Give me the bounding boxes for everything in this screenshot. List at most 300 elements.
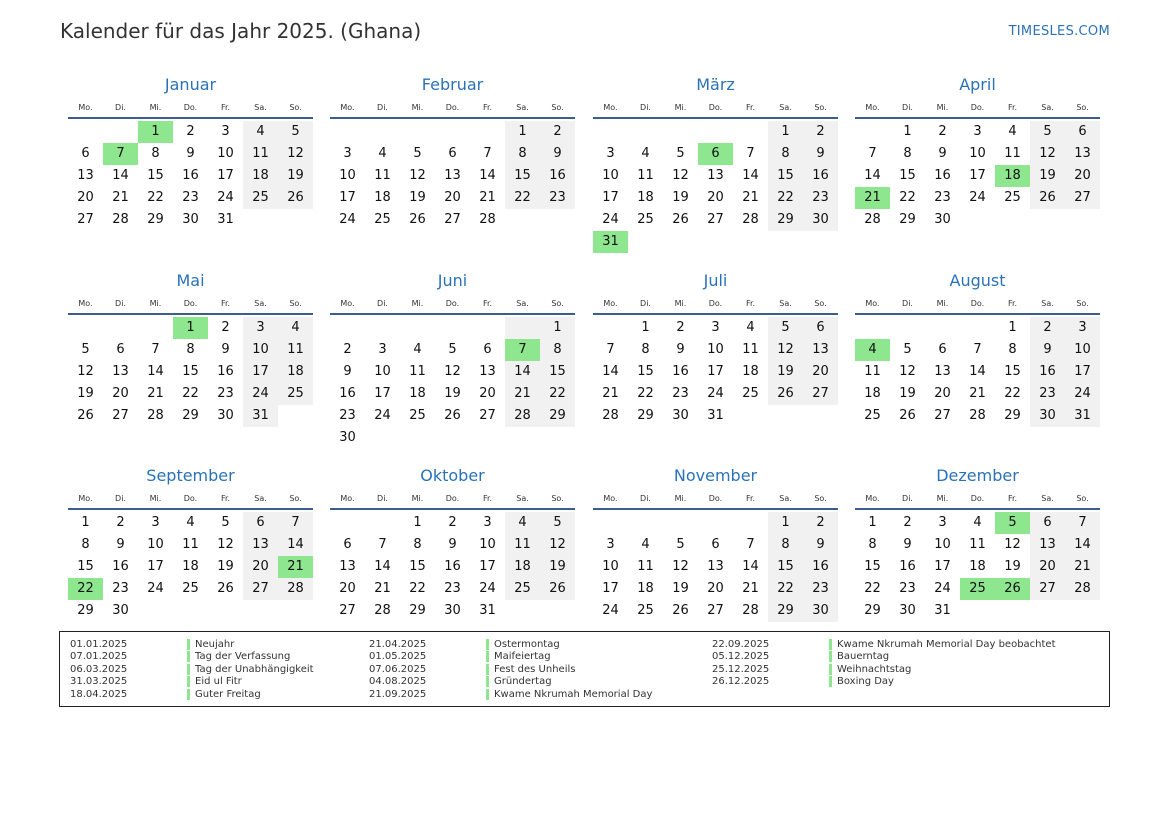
weekday-label: Do. [970,494,985,503]
day-cell: 9 [540,143,575,165]
day-cell: 4 [746,320,755,335]
day-cell: 12 [1004,537,1021,552]
day-cell: 5 [81,342,90,357]
day-cell: 25 [1004,190,1021,205]
day-cell: 28 [147,408,164,423]
day-cell: 7 [746,537,755,552]
holiday-date: 07.01.2025 [70,651,128,663]
holiday-name: Neujahr [195,638,235,650]
day-cell: 29 [182,408,199,423]
day-cell: 24 [479,581,496,596]
day-cell: 2 [221,320,230,335]
day-cell: 3 [343,146,352,161]
weekday-label: Do. [970,299,985,308]
day-cell: 11 [182,537,199,552]
day-cell: 24 [147,581,164,596]
day-cell: 12 [672,559,689,574]
day-cell: 28 [505,405,540,427]
day-cell: 20 [803,361,838,383]
day-cell: 2 [803,121,838,143]
weekday-label: Di. [115,103,126,112]
day-cell: 29 [768,209,803,231]
day-cell: 24 [934,581,951,596]
weekday-label: Di. [640,494,651,503]
day-cell: 20 [77,190,94,205]
day-cell: 21 [1065,556,1100,578]
holiday-date: 21.04.2025 [369,638,427,650]
day-cell: 12 [77,364,94,379]
day-cell: 30 [803,600,838,622]
day-cell: 28 [969,408,986,423]
day-cell: 22 [864,581,881,596]
day-empty [663,512,698,534]
day-cell: 17 [479,559,496,574]
day-empty [330,121,365,143]
day-cell: 14 [479,168,496,183]
holiday-entry [712,651,1056,664]
day-cell: 7 [973,342,982,357]
day-cell: 20 [934,386,951,401]
day-cell: 19 [899,386,916,401]
day-cell: 20 [339,581,356,596]
day-cell: 16 [934,168,951,183]
day-cell: 22 [899,190,916,205]
day-cell: 8 [151,146,160,161]
holiday-name: Maifeiertag [494,651,551,663]
holiday-date: 21.09.2025 [369,688,427,700]
holiday-entry [712,663,1056,676]
weekday-label: Mi. [936,299,949,308]
day-cell: 28 [374,603,391,618]
day-cell: 10 [602,168,619,183]
day-cell: 5 [768,317,803,339]
day-cell: 11 [1004,146,1021,161]
day-cell: 20 [1030,556,1065,578]
day-cell: 12 [444,364,461,379]
day-cell: 12 [278,143,313,165]
weekday-label: Fr. [745,103,756,112]
holiday-marker [829,651,832,662]
day-cell: 21 [479,190,496,205]
day-cell: 3 [606,146,615,161]
day-cell: 31 [1065,405,1100,427]
weekday-label: Di. [115,299,126,308]
day-cell: 7 [606,342,615,357]
month-name: Juni [437,271,468,290]
day-cell: 15 [768,556,803,578]
day-cell: 30 [112,603,129,618]
month-august [855,268,1100,427]
day-empty [698,512,733,534]
holiday-marker [486,651,489,662]
month-name: August [949,271,1006,290]
day-cell: 14 [374,559,391,574]
day-cell: 23 [899,581,916,596]
weekday-label: Fr. [745,299,756,308]
weekday-label: Fr. [220,494,231,503]
day-cell: 21 [969,386,986,401]
weekday-label: So. [551,299,564,308]
day-cell: 23 [217,386,234,401]
holiday-marker [187,664,190,675]
day-holiday: 6 [698,143,733,165]
day-cell: 13 [1065,143,1100,165]
day-cell: 19 [768,361,803,383]
weekday-label: Di. [902,494,913,503]
day-cell: 27 [112,408,129,423]
day-cell: 6 [1065,121,1100,143]
day-cell: 6 [1030,512,1065,534]
day-cell: 18 [864,386,881,401]
weekday-label: Sa. [779,494,792,503]
weekday-label: Mi. [411,103,424,112]
day-cell: 30 [339,430,356,445]
day-cell: 1 [768,512,803,534]
day-empty [593,121,628,143]
day-cell: 27 [444,212,461,227]
day-cell: 12 [672,168,689,183]
day-cell: 19 [444,386,461,401]
day-cell: 28 [602,408,619,423]
weekday-label: So. [1076,103,1089,112]
day-empty [890,317,925,339]
day-cell: 13 [243,534,278,556]
holiday-marker [187,639,190,650]
day-cell: 30 [803,209,838,231]
weekday-label: Mi. [149,494,162,503]
holiday-date: 05.12.2025 [712,651,770,663]
day-cell: 23 [1030,383,1065,405]
day-cell: 25 [505,578,540,600]
day-cell: 27 [243,578,278,600]
day-cell: 16 [112,559,129,574]
day-holiday: 7 [505,339,540,361]
day-cell: 9 [676,342,685,357]
day-cell: 25 [637,212,654,227]
day-cell: 3 [221,124,230,139]
day-grid [593,510,838,622]
month-name: Mai [176,271,205,290]
weekday-label: Mi. [674,103,687,112]
holiday-marker [187,689,190,700]
day-cell: 1 [903,124,912,139]
day-cell: 13 [934,364,951,379]
weekday-header [330,294,575,315]
day-cell: 20 [243,556,278,578]
day-holiday: 22 [68,578,103,600]
day-cell: 12 [409,168,426,183]
weekday-label: Mo. [78,299,93,308]
holiday-entry [70,676,314,689]
day-cell: 27 [803,383,838,405]
day-cell: 30 [899,603,916,618]
day-cell: 28 [112,212,129,227]
day-cell: 3 [243,317,278,339]
weekday-label: Mi. [411,299,424,308]
day-cell: 2 [343,342,352,357]
weekday-label: Mo. [865,299,880,308]
day-cell: 4 [378,146,387,161]
day-cell: 23 [934,190,951,205]
day-empty [628,121,663,143]
day-cell: 30 [182,212,199,227]
day-cell: 24 [243,383,278,405]
holiday-entry [712,638,1056,651]
day-cell: 14 [742,168,759,183]
day-cell: 8 [768,534,803,556]
day-cell: 9 [116,537,125,552]
day-cell: 9 [803,534,838,556]
day-cell: 5 [278,121,313,143]
weekday-label: Mo. [78,494,93,503]
day-cell: 10 [243,339,278,361]
day-cell: 6 [711,537,720,552]
weekday-label: Do. [445,299,460,308]
brand-link[interactable]: TIMESLES.COM [1008,24,1110,39]
weekday-label: Fr. [220,299,231,308]
day-empty [925,317,960,339]
day-cell: 5 [1030,121,1065,143]
day-cell: 20 [707,190,724,205]
weekday-label: Sa. [1041,103,1054,112]
day-cell: 29 [77,603,94,618]
day-cell: 15 [1004,364,1021,379]
day-cell: 4 [505,512,540,534]
day-cell: 19 [217,559,234,574]
day-cell: 22 [637,386,654,401]
day-cell: 15 [899,168,916,183]
day-cell: 26 [77,408,94,423]
day-cell: 17 [934,559,951,574]
day-cell: 17 [147,559,164,574]
weekday-label: Di. [377,299,388,308]
day-cell: 17 [217,168,234,183]
day-cell: 23 [444,581,461,596]
day-cell: 13 [707,559,724,574]
day-cell: 19 [409,190,426,205]
weekday-header [855,98,1100,119]
day-cell: 24 [374,408,391,423]
day-cell: 9 [903,537,912,552]
weekday-label: So. [814,103,827,112]
day-cell: 21 [147,386,164,401]
day-cell: 24 [969,190,986,205]
day-cell: 30 [217,408,234,423]
holiday-date: 04.08.2025 [369,676,427,688]
weekday-label: So. [289,494,302,503]
day-cell: 1 [81,515,90,530]
day-cell: 12 [899,364,916,379]
day-cell: 6 [938,342,947,357]
weekday-label: Fr. [482,494,493,503]
day-empty [103,121,138,143]
day-cell: 28 [742,212,759,227]
day-cell: 22 [182,386,199,401]
day-cell: 4 [641,146,650,161]
day-cell: 19 [77,386,94,401]
day-cell: 31 [707,408,724,423]
day-cell: 28 [742,603,759,618]
holiday-name: Fest des Unheils [494,663,576,675]
day-cell: 9 [448,537,457,552]
day-cell: 21 [505,383,540,405]
day-holiday: 21 [855,187,890,209]
day-cell: 3 [151,515,160,530]
weekday-header [68,98,313,119]
day-cell: 10 [707,342,724,357]
day-grid [330,315,575,449]
day-cell: 2 [116,515,125,530]
day-cell: 12 [217,537,234,552]
day-cell: 4 [413,342,422,357]
day-cell: 16 [803,165,838,187]
day-cell: 3 [938,515,947,530]
day-holiday: 25 [960,578,995,600]
weekday-header [855,294,1100,315]
day-cell: 26 [278,187,313,209]
weekday-label: Do. [183,299,198,308]
weekday-label: Mo. [603,494,618,503]
day-cell: 10 [479,537,496,552]
month-oktober [330,463,575,622]
day-cell: 27 [339,603,356,618]
day-cell: 15 [637,364,654,379]
day-cell: 15 [409,559,426,574]
month-name: Oktober [420,466,485,485]
holiday-entry [70,651,314,664]
weekday-label: Do. [708,494,723,503]
day-cell: 15 [540,361,575,383]
weekday-label: Sa. [1041,299,1054,308]
weekday-label: So. [551,103,564,112]
day-cell: 8 [540,339,575,361]
day-cell: 11 [374,168,391,183]
weekday-label: Mi. [149,103,162,112]
day-cell: 24 [1065,383,1100,405]
weekday-label: So. [289,299,302,308]
day-cell: 15 [147,168,164,183]
day-holiday: 21 [278,556,313,578]
day-cell: 19 [672,581,689,596]
day-cell: 16 [182,168,199,183]
weekday-label: Sa. [516,299,529,308]
day-empty [103,317,138,339]
day-cell: 18 [182,559,199,574]
day-empty [663,121,698,143]
day-cell: 18 [374,190,391,205]
day-cell: 12 [540,534,575,556]
day-cell: 30 [934,212,951,227]
day-cell: 13 [77,168,94,183]
day-cell: 26 [444,408,461,423]
holiday-marker [486,676,489,687]
day-cell: 1 [641,320,650,335]
day-cell: 3 [606,537,615,552]
day-cell: 10 [339,168,356,183]
day-cell: 29 [1004,408,1021,423]
day-cell: 11 [637,559,654,574]
day-cell: 17 [243,361,278,383]
day-cell: 21 [374,581,391,596]
day-cell: 29 [147,212,164,227]
weekday-label: Mo. [78,103,93,112]
month-januar [68,72,313,231]
month-mai [68,268,313,427]
weekday-label: Sa. [516,103,529,112]
day-cell: 27 [1030,578,1065,600]
day-cell: 25 [182,581,199,596]
day-holiday: 7 [103,143,138,165]
weekday-header [68,489,313,510]
day-cell: 17 [602,190,619,205]
day-cell: 18 [969,559,986,574]
month-name: März [696,75,735,94]
weekday-label: Mi. [674,299,687,308]
weekday-label: Do. [708,299,723,308]
day-cell: 21 [602,386,619,401]
day-empty [400,121,435,143]
weekday-label: Do. [970,103,985,112]
weekday-header [593,98,838,119]
day-cell: 6 [116,342,125,357]
weekday-label: Fr. [1007,299,1018,308]
day-cell: 4 [278,317,313,339]
day-holiday: 5 [995,512,1030,534]
day-empty [330,512,365,534]
day-cell: 5 [903,342,912,357]
day-cell: 1 [868,515,877,530]
weekday-label: Di. [377,494,388,503]
day-empty [628,512,663,534]
day-cell: 13 [112,364,129,379]
day-cell: 20 [479,386,496,401]
month-juni [330,268,575,449]
day-cell: 18 [637,190,654,205]
day-cell: 9 [221,342,230,357]
day-cell: 28 [278,578,313,600]
weekday-label: Di. [377,103,388,112]
holiday-date: 07.06.2025 [369,663,427,675]
day-cell: 9 [1030,339,1065,361]
day-cell: 23 [540,187,575,209]
day-grid [330,119,575,231]
day-grid [68,510,313,622]
day-empty [138,317,173,339]
day-cell: 14 [147,364,164,379]
month-juli [593,268,838,427]
day-cell: 14 [969,364,986,379]
holiday-date: 26.12.2025 [712,676,770,688]
day-cell: 21 [742,190,759,205]
weekday-label: Di. [902,299,913,308]
day-cell: 14 [278,534,313,556]
day-cell: 27 [707,212,724,227]
day-holiday: 4 [855,339,890,361]
day-cell: 14 [1065,534,1100,556]
holiday-column-2 [369,638,652,701]
day-empty [593,512,628,534]
day-cell: 8 [868,537,877,552]
day-cell: 29 [409,603,426,618]
day-cell: 4 [186,515,195,530]
day-cell: 22 [1004,386,1021,401]
day-cell: 8 [81,537,90,552]
day-cell: 22 [768,187,803,209]
day-cell: 26 [409,212,426,227]
month-name: Januar [164,75,217,94]
weekday-label: Fr. [482,299,493,308]
day-cell: 21 [112,190,129,205]
